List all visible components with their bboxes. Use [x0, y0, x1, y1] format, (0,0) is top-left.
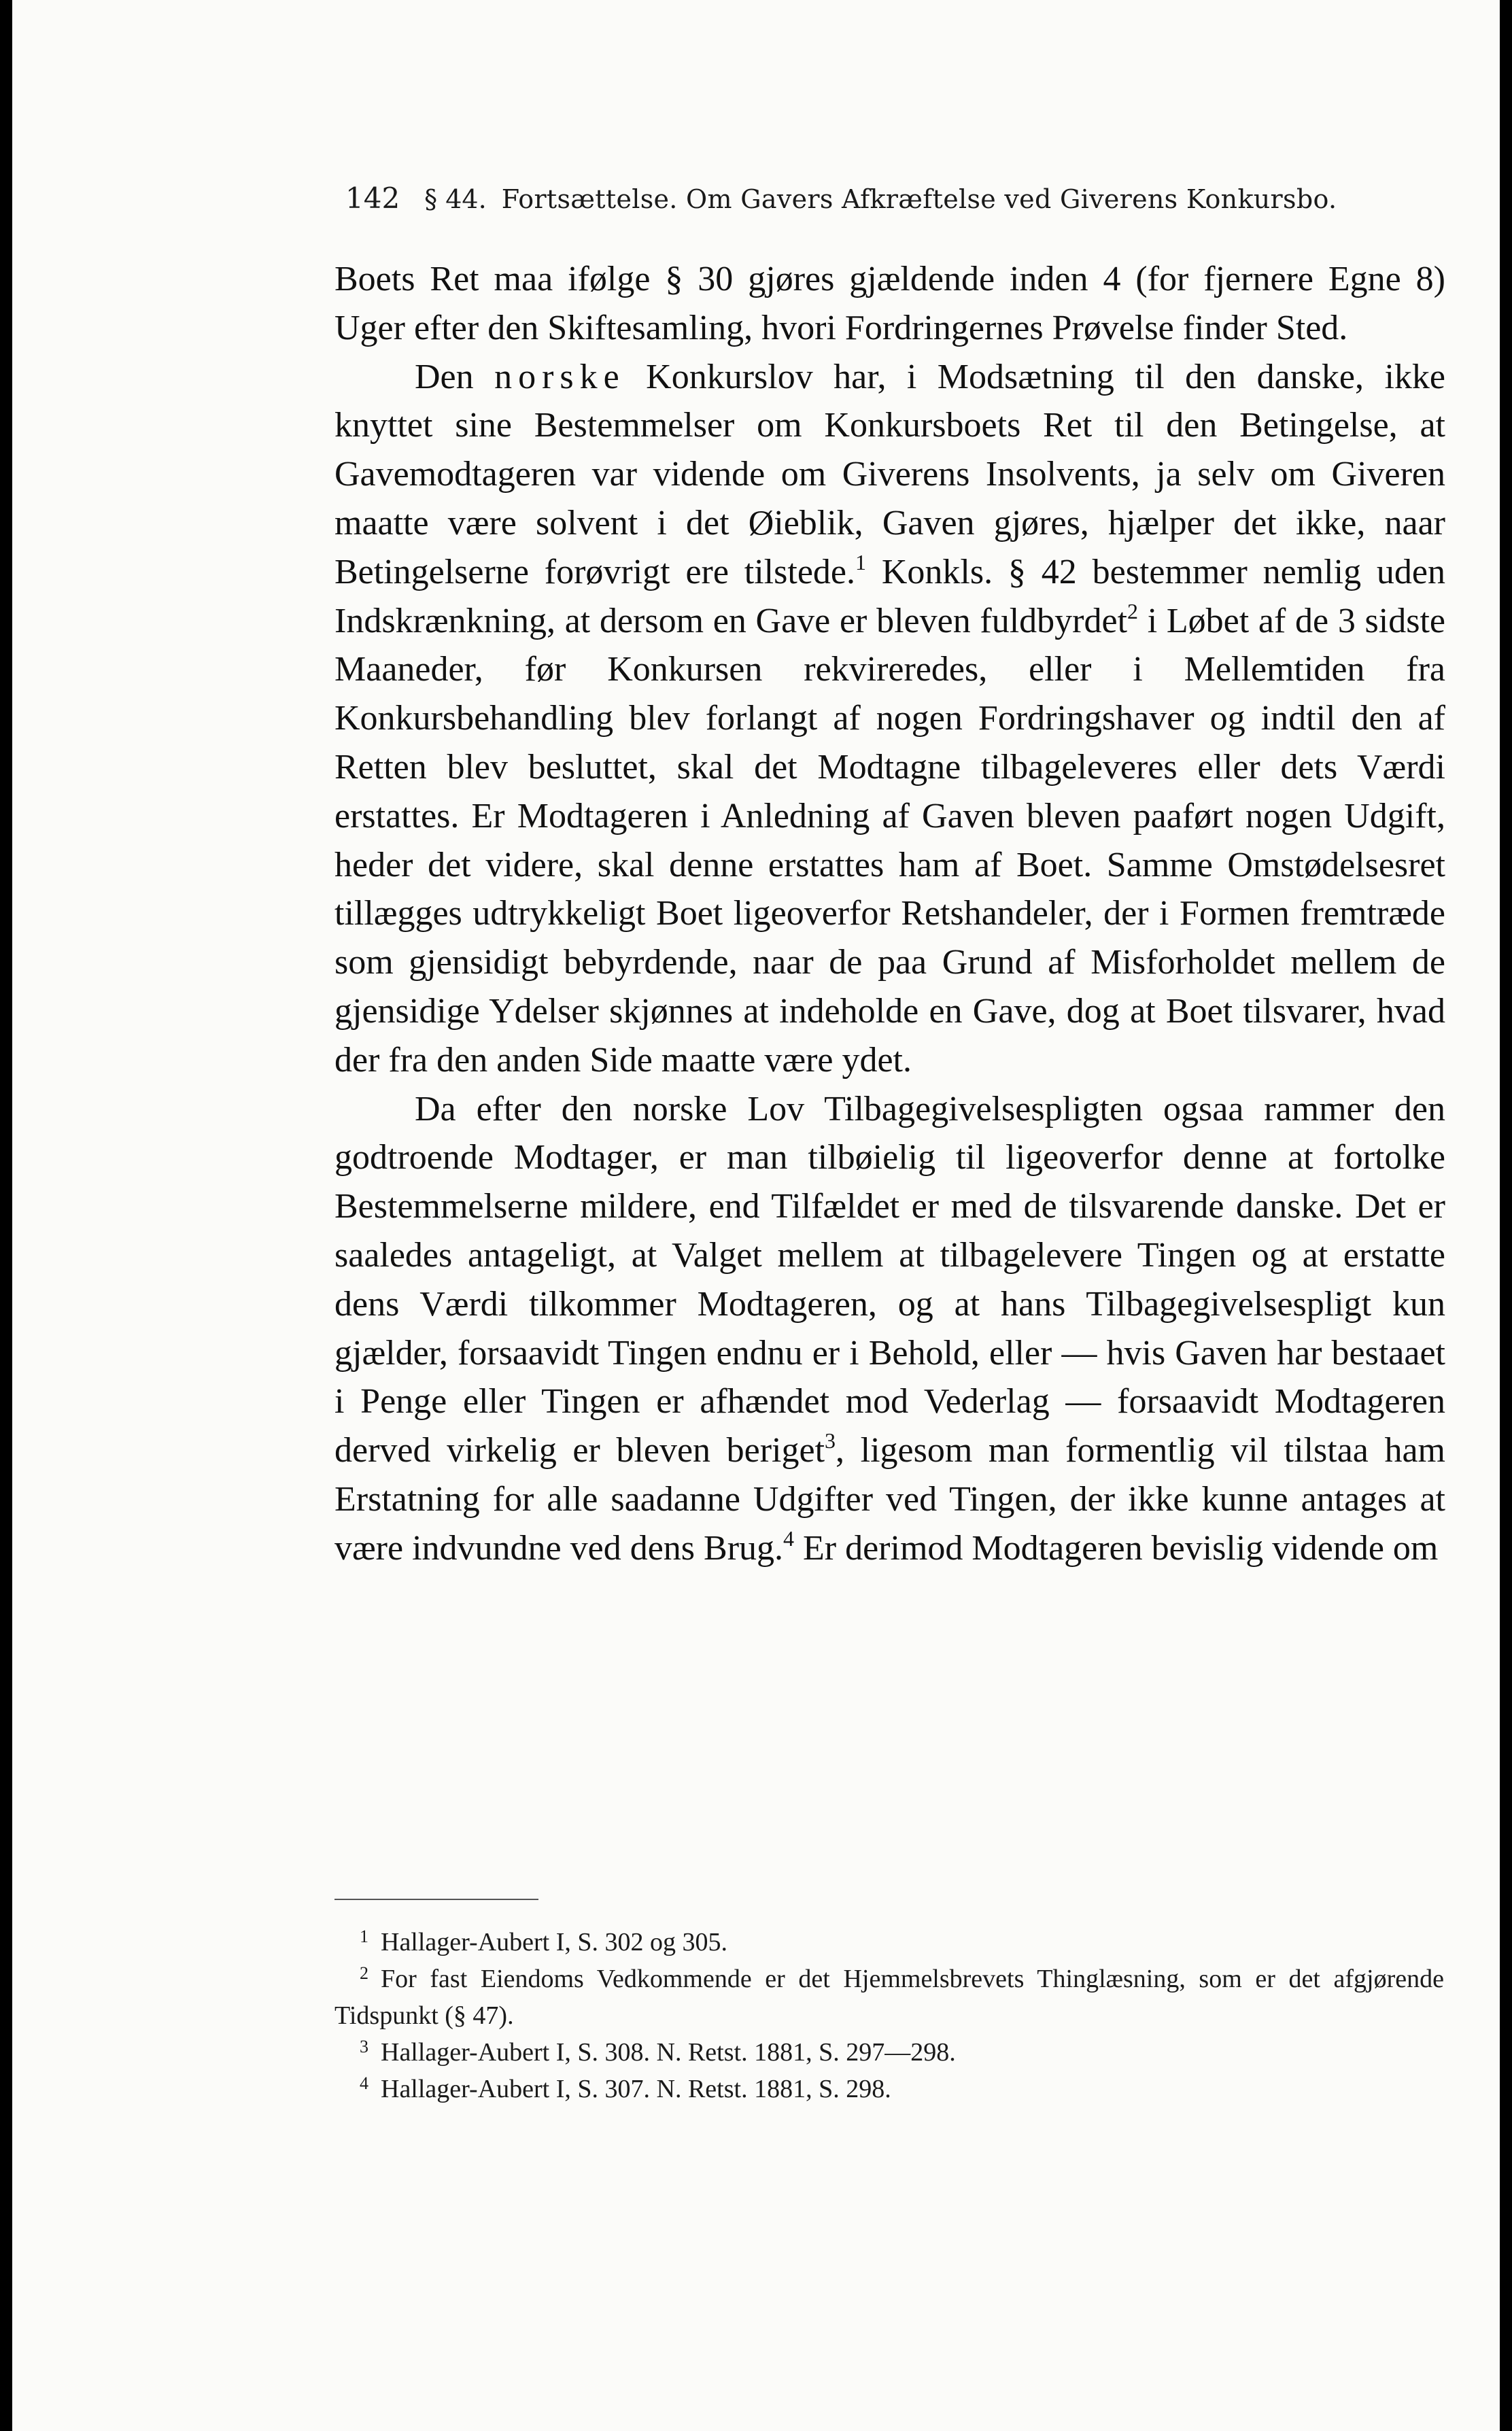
footnote-divider	[334, 1899, 538, 1900]
page-number: 142	[345, 182, 400, 215]
text-run: , ligesom man formentlig vil tilstaa ham Erstatning for alle saadanne Udgifter ved Tingen, der ikke kunne antages at være indvundne ved dens Brug.	[334, 1431, 1446, 1568]
text-run: Den	[415, 357, 495, 396]
footnotes	[334, 1924, 1444, 2107]
footnote: 1 Hallager-Aubert I, S. 302 og 305.	[360, 1927, 728, 1956]
text-run: Konkurslov har, i Modsætning til den danske, ikke knyttet sine Bestemmelser om Konkursboets Ret til den Betingelse, at Gavemodtageren var vidende om Giverens Insolvents, ja selv om Giveren maatte være solvent i det Øieblik, Gaven gjøres, hjælper det ikke, naar Betingelserne forøvrigt ere tilstede.	[334, 357, 1445, 591]
footnote: 2 For fast Eiendoms Vedkommende er det Hjemmelsbrevets Thinglæsning, som er det afgjørende Tidspunkt (§ 47).	[334, 1963, 1444, 2030]
text-run: Er derimod Modtageren bevislig vidende om	[794, 1528, 1439, 1568]
running-title: Fortsættelse. Om Gavers Afkræftelse ved Giverens Konkursbo.	[501, 184, 1337, 214]
footnote: 4 Hallager-Aubert I, S. 307. N. Retst. 1881, S. 298.	[360, 2073, 891, 2103]
text-run: i Løbet af de 3 sidste Maaneder, før Konkursen rekvireredes, eller i Mellemtiden fra Konkursbehandling blev forlangt af nogen Fordringshaver og indtil den af Retten blev besluttet, skal det Modtagne tilbageleveres eller dets Værdi erstattes. Er Modtageren i Anledning af Gaven bleven paaført nogen Udgift, heder det videre, skal denne erstattes ham af Boet. Samme Omstødelsesret tillægges udtrykkeligt Boet ligeoverfor Retshandeler, der i Formen fremtræde som gjensidigt bebyrdende, naar de paa Grund af Misforholdet mellem de gjensidige Ydelser skjønnes at indeholde en Gave, dog at Boet tilsvarer, hvad der fra den anden Side maatte være ydet.	[334, 601, 1445, 1080]
paragraph	[334, 1085, 1445, 1573]
text-run: Boets Ret maa ifølge § 30 gjøres gjældende inden 4 (for fjernere Egne 8) Uger efter den Skiftesamling, hvori Fordringernes Prøvelse finder Sted.	[334, 260, 1445, 347]
footnote-ref: 1	[855, 549, 866, 574]
section-number: § 44.	[424, 184, 487, 214]
footnote-text: Hallager-Aubert I, S. 308. N. Retst. 1881, S. 297—298.	[381, 2038, 956, 2067]
page	[12, 0, 1500, 2431]
body-text	[334, 255, 1445, 1573]
footnote-text: Hallager-Aubert I, S. 307. N. Retst. 1881, S. 298.	[381, 2075, 891, 2103]
text-run: Da efter den norske Lov Tilbagegivelsespligten ogsaa rammer den godtroende Modtager, er man tilbøielig til ligeoverfor denne at fortolke Bestemmelserne mildere, end Tilfældet er med de tilsvarende danske. Det er saaledes antageligt, at Valget mellem at tilbagelevere Tingen og at erstatte dens Værdi tilkommer Modtageren, og at hans Tilbagegivelsespligt kun gjælder, forsaavidt Tingen endnu er i Behold, eller — hvis Gaven har bestaaet i Penge eller Tingen er afhændet mod Vederlag — forsaavidt Modtageren derved virkelig er bleven beriget	[334, 1089, 1445, 1470]
footnote-text: For fast Eiendoms Vedkommende er det Hjemmelsbrevets Thinglæsning, som er det afgjørende Tidspunkt (§ 47).	[334, 1965, 1444, 2030]
running-header	[345, 178, 1365, 220]
footnote-ref: 4	[783, 1525, 795, 1551]
footnote: 3 Hallager-Aubert I, S. 308. N. Retst. 1881, S. 297—298.	[360, 2037, 956, 2067]
footnote-ref: 2	[1127, 598, 1139, 623]
paragraph	[334, 353, 1445, 1085]
footnote-text: Hallager-Aubert I, S. 302 og 305.	[381, 1928, 728, 1956]
emphasis-spaced: norske	[494, 357, 625, 396]
paragraph	[334, 255, 1445, 353]
footnote-ref: 3	[825, 1428, 836, 1453]
text-run: Konkls. § 42 bestemmer nemlig uden Indskrænkning, at dersom en Gave er bleven fuldbyrdet	[334, 552, 1446, 640]
